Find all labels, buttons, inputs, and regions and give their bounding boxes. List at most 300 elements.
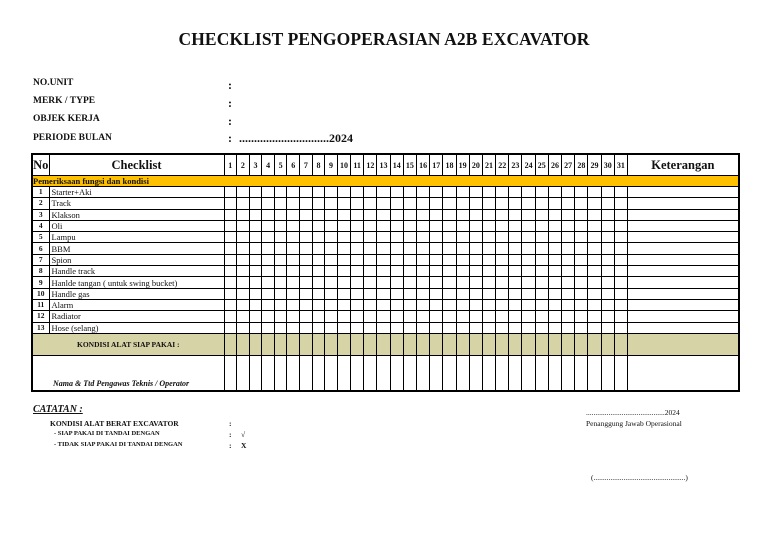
signature-day-cell[interactable] <box>482 355 495 391</box>
kondisi-day-cell[interactable] <box>237 333 250 355</box>
day-check-cell[interactable] <box>535 277 548 288</box>
day-check-cell[interactable] <box>287 266 300 277</box>
day-check-cell[interactable] <box>364 299 377 310</box>
day-check-cell[interactable] <box>456 254 469 265</box>
day-check-cell[interactable] <box>614 232 627 243</box>
day-check-cell[interactable] <box>601 299 614 310</box>
day-check-cell[interactable] <box>443 266 456 277</box>
keterangan-cell[interactable] <box>627 311 738 322</box>
day-check-cell[interactable] <box>249 299 262 310</box>
day-check-cell[interactable] <box>562 187 575 198</box>
day-check-cell[interactable] <box>262 220 275 231</box>
kondisi-day-cell[interactable] <box>325 333 338 355</box>
day-check-cell[interactable] <box>456 311 469 322</box>
day-check-cell[interactable] <box>482 209 495 220</box>
day-check-cell[interactable] <box>601 187 614 198</box>
day-check-cell[interactable] <box>548 243 561 254</box>
kondisi-day-cell[interactable] <box>351 333 364 355</box>
day-check-cell[interactable] <box>443 288 456 299</box>
day-check-cell[interactable] <box>522 288 535 299</box>
day-check-cell[interactable] <box>237 232 250 243</box>
keterangan-cell[interactable] <box>627 209 738 220</box>
day-check-cell[interactable] <box>416 311 429 322</box>
day-check-cell[interactable] <box>249 220 262 231</box>
day-check-cell[interactable] <box>351 209 364 220</box>
day-check-cell[interactable] <box>509 311 522 322</box>
day-check-cell[interactable] <box>430 232 443 243</box>
day-check-cell[interactable] <box>325 277 338 288</box>
day-check-cell[interactable] <box>443 299 456 310</box>
day-check-cell[interactable] <box>274 198 287 209</box>
day-check-cell[interactable] <box>496 299 509 310</box>
day-check-cell[interactable] <box>614 220 627 231</box>
kondisi-day-cell[interactable] <box>364 333 377 355</box>
day-check-cell[interactable] <box>522 232 535 243</box>
day-check-cell[interactable] <box>351 198 364 209</box>
day-check-cell[interactable] <box>337 209 350 220</box>
day-check-cell[interactable] <box>443 254 456 265</box>
day-check-cell[interactable] <box>325 232 338 243</box>
day-check-cell[interactable] <box>403 266 416 277</box>
day-check-cell[interactable] <box>614 187 627 198</box>
day-check-cell[interactable] <box>377 299 390 310</box>
day-check-cell[interactable] <box>614 322 627 333</box>
day-check-cell[interactable] <box>482 243 495 254</box>
day-check-cell[interactable] <box>588 322 601 333</box>
day-check-cell[interactable] <box>416 187 429 198</box>
day-check-cell[interactable] <box>575 277 588 288</box>
day-check-cell[interactable] <box>249 266 262 277</box>
signature-day-cell[interactable] <box>535 355 548 391</box>
day-check-cell[interactable] <box>300 311 313 322</box>
day-check-cell[interactable] <box>588 311 601 322</box>
day-check-cell[interactable] <box>456 288 469 299</box>
day-check-cell[interactable] <box>364 220 377 231</box>
day-check-cell[interactable] <box>482 299 495 310</box>
day-check-cell[interactable] <box>548 198 561 209</box>
day-check-cell[interactable] <box>249 322 262 333</box>
day-check-cell[interactable] <box>249 232 262 243</box>
day-check-cell[interactable] <box>403 322 416 333</box>
day-check-cell[interactable] <box>562 277 575 288</box>
day-check-cell[interactable] <box>249 198 262 209</box>
kondisi-day-cell[interactable] <box>614 333 627 355</box>
day-check-cell[interactable] <box>237 266 250 277</box>
day-check-cell[interactable] <box>535 243 548 254</box>
kondisi-day-cell[interactable] <box>249 333 262 355</box>
day-check-cell[interactable] <box>509 299 522 310</box>
day-check-cell[interactable] <box>312 311 325 322</box>
day-check-cell[interactable] <box>325 198 338 209</box>
day-check-cell[interactable] <box>287 198 300 209</box>
day-check-cell[interactable] <box>403 232 416 243</box>
day-check-cell[interactable] <box>548 254 561 265</box>
day-check-cell[interactable] <box>548 299 561 310</box>
day-check-cell[interactable] <box>614 209 627 220</box>
day-check-cell[interactable] <box>416 232 429 243</box>
day-check-cell[interactable] <box>469 254 482 265</box>
kondisi-day-cell[interactable] <box>535 333 548 355</box>
day-check-cell[interactable] <box>377 243 390 254</box>
day-check-cell[interactable] <box>312 266 325 277</box>
day-check-cell[interactable] <box>601 277 614 288</box>
day-check-cell[interactable] <box>274 299 287 310</box>
day-check-cell[interactable] <box>456 232 469 243</box>
day-check-cell[interactable] <box>287 311 300 322</box>
day-check-cell[interactable] <box>312 209 325 220</box>
day-check-cell[interactable] <box>274 288 287 299</box>
day-check-cell[interactable] <box>364 187 377 198</box>
day-check-cell[interactable] <box>430 299 443 310</box>
signature-day-cell[interactable] <box>300 355 313 391</box>
day-check-cell[interactable] <box>509 220 522 231</box>
day-check-cell[interactable] <box>575 232 588 243</box>
day-check-cell[interactable] <box>287 288 300 299</box>
day-check-cell[interactable] <box>509 322 522 333</box>
day-check-cell[interactable] <box>337 254 350 265</box>
day-check-cell[interactable] <box>262 187 275 198</box>
day-check-cell[interactable] <box>601 232 614 243</box>
day-check-cell[interactable] <box>287 220 300 231</box>
day-check-cell[interactable] <box>482 198 495 209</box>
kondisi-day-cell[interactable] <box>496 333 509 355</box>
day-check-cell[interactable] <box>443 322 456 333</box>
kondisi-day-cell[interactable] <box>443 333 456 355</box>
day-check-cell[interactable] <box>575 311 588 322</box>
day-check-cell[interactable] <box>224 277 237 288</box>
day-check-cell[interactable] <box>300 243 313 254</box>
day-check-cell[interactable] <box>351 254 364 265</box>
day-check-cell[interactable] <box>237 209 250 220</box>
day-check-cell[interactable] <box>496 311 509 322</box>
day-check-cell[interactable] <box>274 277 287 288</box>
day-check-cell[interactable] <box>469 220 482 231</box>
day-check-cell[interactable] <box>377 254 390 265</box>
signature-day-cell[interactable] <box>274 355 287 391</box>
day-check-cell[interactable] <box>351 322 364 333</box>
day-check-cell[interactable] <box>237 187 250 198</box>
day-check-cell[interactable] <box>456 266 469 277</box>
day-check-cell[interactable] <box>403 277 416 288</box>
signature-day-cell[interactable] <box>377 355 390 391</box>
day-check-cell[interactable] <box>287 277 300 288</box>
day-check-cell[interactable] <box>300 209 313 220</box>
day-check-cell[interactable] <box>337 322 350 333</box>
day-check-cell[interactable] <box>325 209 338 220</box>
day-check-cell[interactable] <box>390 243 403 254</box>
day-check-cell[interactable] <box>224 266 237 277</box>
day-check-cell[interactable] <box>416 243 429 254</box>
day-check-cell[interactable] <box>390 220 403 231</box>
day-check-cell[interactable] <box>337 232 350 243</box>
signature-day-cell[interactable] <box>337 355 350 391</box>
day-check-cell[interactable] <box>262 209 275 220</box>
day-check-cell[interactable] <box>562 311 575 322</box>
day-check-cell[interactable] <box>548 322 561 333</box>
signature-day-cell[interactable] <box>614 355 627 391</box>
day-check-cell[interactable] <box>300 198 313 209</box>
kondisi-day-cell[interactable] <box>482 333 495 355</box>
day-check-cell[interactable] <box>337 220 350 231</box>
day-check-cell[interactable] <box>509 209 522 220</box>
day-check-cell[interactable] <box>274 311 287 322</box>
day-check-cell[interactable] <box>575 198 588 209</box>
keterangan-cell[interactable] <box>627 187 738 198</box>
day-check-cell[interactable] <box>535 288 548 299</box>
day-check-cell[interactable] <box>469 243 482 254</box>
day-check-cell[interactable] <box>456 277 469 288</box>
day-check-cell[interactable] <box>377 209 390 220</box>
signature-day-cell[interactable] <box>416 355 429 391</box>
day-check-cell[interactable] <box>601 198 614 209</box>
signature-day-cell[interactable] <box>443 355 456 391</box>
day-check-cell[interactable] <box>614 311 627 322</box>
day-check-cell[interactable] <box>430 322 443 333</box>
day-check-cell[interactable] <box>575 266 588 277</box>
kondisi-day-cell[interactable] <box>575 333 588 355</box>
day-check-cell[interactable] <box>416 299 429 310</box>
day-check-cell[interactable] <box>249 288 262 299</box>
day-check-cell[interactable] <box>300 220 313 231</box>
day-check-cell[interactable] <box>224 243 237 254</box>
day-check-cell[interactable] <box>237 254 250 265</box>
day-check-cell[interactable] <box>430 266 443 277</box>
kondisi-day-cell[interactable] <box>224 333 237 355</box>
day-check-cell[interactable] <box>390 187 403 198</box>
day-check-cell[interactable] <box>575 187 588 198</box>
day-check-cell[interactable] <box>351 288 364 299</box>
day-check-cell[interactable] <box>588 209 601 220</box>
day-check-cell[interactable] <box>390 198 403 209</box>
keterangan-cell[interactable] <box>627 220 738 231</box>
kondisi-day-cell[interactable] <box>274 333 287 355</box>
day-check-cell[interactable] <box>469 311 482 322</box>
day-check-cell[interactable] <box>274 187 287 198</box>
day-check-cell[interactable] <box>509 232 522 243</box>
day-check-cell[interactable] <box>601 311 614 322</box>
day-check-cell[interactable] <box>496 322 509 333</box>
day-check-cell[interactable] <box>390 254 403 265</box>
signature-day-cell[interactable] <box>522 355 535 391</box>
kondisi-day-cell[interactable] <box>456 333 469 355</box>
day-check-cell[interactable] <box>509 198 522 209</box>
day-check-cell[interactable] <box>562 243 575 254</box>
day-check-cell[interactable] <box>403 254 416 265</box>
day-check-cell[interactable] <box>287 254 300 265</box>
day-check-cell[interactable] <box>377 311 390 322</box>
day-check-cell[interactable] <box>351 299 364 310</box>
day-check-cell[interactable] <box>224 220 237 231</box>
day-check-cell[interactable] <box>300 232 313 243</box>
keterangan-cell[interactable] <box>627 243 738 254</box>
day-check-cell[interactable] <box>430 254 443 265</box>
day-check-cell[interactable] <box>614 266 627 277</box>
day-check-cell[interactable] <box>337 288 350 299</box>
kondisi-day-cell[interactable] <box>287 333 300 355</box>
day-check-cell[interactable] <box>312 254 325 265</box>
day-check-cell[interactable] <box>509 277 522 288</box>
day-check-cell[interactable] <box>325 322 338 333</box>
day-check-cell[interactable] <box>337 187 350 198</box>
day-check-cell[interactable] <box>430 198 443 209</box>
day-check-cell[interactable] <box>430 311 443 322</box>
day-check-cell[interactable] <box>588 277 601 288</box>
day-check-cell[interactable] <box>482 220 495 231</box>
day-check-cell[interactable] <box>535 311 548 322</box>
day-check-cell[interactable] <box>482 288 495 299</box>
kondisi-day-cell[interactable] <box>509 333 522 355</box>
day-check-cell[interactable] <box>548 187 561 198</box>
day-check-cell[interactable] <box>390 266 403 277</box>
day-check-cell[interactable] <box>548 232 561 243</box>
signature-day-cell[interactable] <box>403 355 416 391</box>
day-check-cell[interactable] <box>364 311 377 322</box>
day-check-cell[interactable] <box>482 311 495 322</box>
day-check-cell[interactable] <box>443 198 456 209</box>
day-check-cell[interactable] <box>496 254 509 265</box>
day-check-cell[interactable] <box>364 266 377 277</box>
keterangan-cell[interactable] <box>627 232 738 243</box>
day-check-cell[interactable] <box>224 232 237 243</box>
day-check-cell[interactable] <box>548 311 561 322</box>
day-check-cell[interactable] <box>274 266 287 277</box>
day-check-cell[interactable] <box>403 209 416 220</box>
day-check-cell[interactable] <box>377 277 390 288</box>
day-check-cell[interactable] <box>522 299 535 310</box>
day-check-cell[interactable] <box>456 187 469 198</box>
day-check-cell[interactable] <box>237 322 250 333</box>
kondisi-day-cell[interactable] <box>416 333 429 355</box>
day-check-cell[interactable] <box>262 254 275 265</box>
day-check-cell[interactable] <box>469 198 482 209</box>
day-check-cell[interactable] <box>300 288 313 299</box>
day-check-cell[interactable] <box>522 311 535 322</box>
day-check-cell[interactable] <box>262 311 275 322</box>
day-check-cell[interactable] <box>312 288 325 299</box>
day-check-cell[interactable] <box>588 266 601 277</box>
day-check-cell[interactable] <box>614 288 627 299</box>
day-check-cell[interactable] <box>443 277 456 288</box>
day-check-cell[interactable] <box>430 209 443 220</box>
day-check-cell[interactable] <box>351 187 364 198</box>
day-check-cell[interactable] <box>522 322 535 333</box>
day-check-cell[interactable] <box>312 277 325 288</box>
day-check-cell[interactable] <box>351 220 364 231</box>
day-check-cell[interactable] <box>390 232 403 243</box>
day-check-cell[interactable] <box>351 232 364 243</box>
day-check-cell[interactable] <box>312 198 325 209</box>
day-check-cell[interactable] <box>522 198 535 209</box>
day-check-cell[interactable] <box>325 243 338 254</box>
day-check-cell[interactable] <box>364 288 377 299</box>
day-check-cell[interactable] <box>614 243 627 254</box>
signature-day-cell[interactable] <box>601 355 614 391</box>
day-check-cell[interactable] <box>377 288 390 299</box>
signature-day-cell[interactable] <box>496 355 509 391</box>
keterangan-cell[interactable] <box>627 254 738 265</box>
kondisi-keterangan-cell[interactable] <box>627 333 738 355</box>
day-check-cell[interactable] <box>588 220 601 231</box>
day-check-cell[interactable] <box>575 254 588 265</box>
day-check-cell[interactable] <box>509 288 522 299</box>
day-check-cell[interactable] <box>390 311 403 322</box>
signature-day-cell[interactable] <box>312 355 325 391</box>
kondisi-day-cell[interactable] <box>390 333 403 355</box>
day-check-cell[interactable] <box>562 288 575 299</box>
day-check-cell[interactable] <box>443 187 456 198</box>
signature-day-cell[interactable] <box>509 355 522 391</box>
day-check-cell[interactable] <box>325 187 338 198</box>
day-check-cell[interactable] <box>224 254 237 265</box>
day-check-cell[interactable] <box>312 322 325 333</box>
signature-day-cell[interactable] <box>325 355 338 391</box>
day-check-cell[interactable] <box>535 187 548 198</box>
day-check-cell[interactable] <box>351 311 364 322</box>
signature-day-cell[interactable] <box>588 355 601 391</box>
day-check-cell[interactable] <box>390 299 403 310</box>
day-check-cell[interactable] <box>443 209 456 220</box>
day-check-cell[interactable] <box>496 266 509 277</box>
kondisi-day-cell[interactable] <box>430 333 443 355</box>
signature-day-cell[interactable] <box>224 355 237 391</box>
day-check-cell[interactable] <box>469 322 482 333</box>
keterangan-cell[interactable] <box>627 299 738 310</box>
day-check-cell[interactable] <box>509 266 522 277</box>
day-check-cell[interactable] <box>403 299 416 310</box>
day-check-cell[interactable] <box>403 311 416 322</box>
day-check-cell[interactable] <box>325 311 338 322</box>
day-check-cell[interactable] <box>249 254 262 265</box>
day-check-cell[interactable] <box>262 277 275 288</box>
day-check-cell[interactable] <box>588 232 601 243</box>
day-check-cell[interactable] <box>287 322 300 333</box>
kondisi-day-cell[interactable] <box>548 333 561 355</box>
day-check-cell[interactable] <box>548 288 561 299</box>
day-check-cell[interactable] <box>509 243 522 254</box>
day-check-cell[interactable] <box>522 277 535 288</box>
day-check-cell[interactable] <box>443 232 456 243</box>
day-check-cell[interactable] <box>416 198 429 209</box>
day-check-cell[interactable] <box>403 187 416 198</box>
day-check-cell[interactable] <box>588 288 601 299</box>
day-check-cell[interactable] <box>403 288 416 299</box>
day-check-cell[interactable] <box>509 187 522 198</box>
day-check-cell[interactable] <box>287 299 300 310</box>
day-check-cell[interactable] <box>430 243 443 254</box>
day-check-cell[interactable] <box>443 311 456 322</box>
day-check-cell[interactable] <box>416 322 429 333</box>
day-check-cell[interactable] <box>274 322 287 333</box>
day-check-cell[interactable] <box>364 198 377 209</box>
day-check-cell[interactable] <box>377 198 390 209</box>
day-check-cell[interactable] <box>430 277 443 288</box>
kondisi-day-cell[interactable] <box>562 333 575 355</box>
kondisi-day-cell[interactable] <box>522 333 535 355</box>
day-check-cell[interactable] <box>237 220 250 231</box>
day-check-cell[interactable] <box>614 198 627 209</box>
day-check-cell[interactable] <box>274 232 287 243</box>
day-check-cell[interactable] <box>601 220 614 231</box>
day-check-cell[interactable] <box>496 198 509 209</box>
day-check-cell[interactable] <box>224 209 237 220</box>
day-check-cell[interactable] <box>337 311 350 322</box>
kondisi-day-cell[interactable] <box>403 333 416 355</box>
day-check-cell[interactable] <box>377 266 390 277</box>
day-check-cell[interactable] <box>300 322 313 333</box>
day-check-cell[interactable] <box>562 322 575 333</box>
day-check-cell[interactable] <box>535 254 548 265</box>
kondisi-day-cell[interactable] <box>377 333 390 355</box>
